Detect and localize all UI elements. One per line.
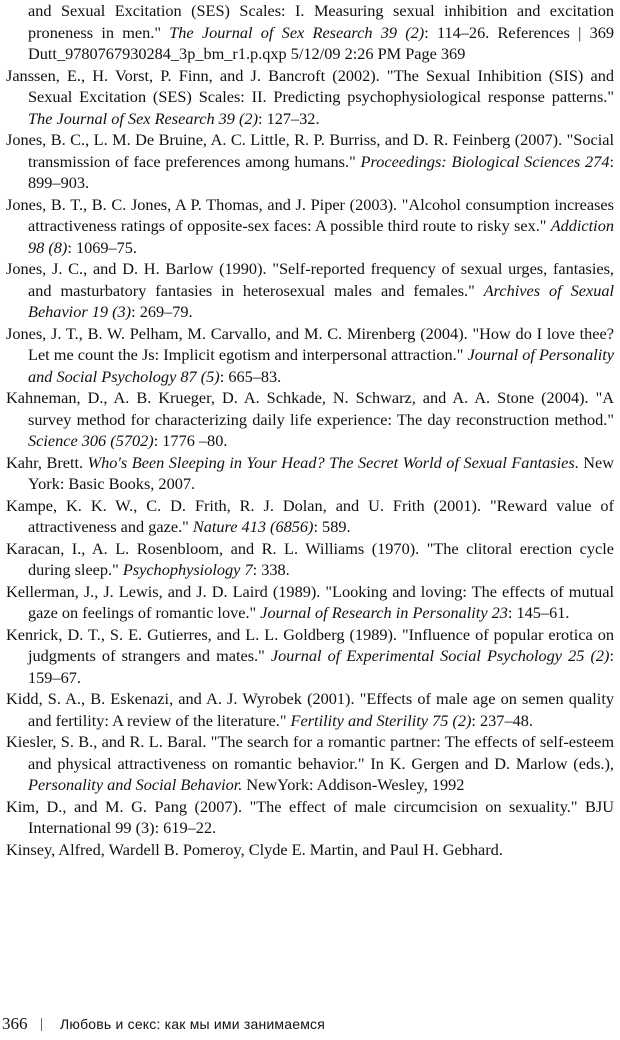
reference-text: . New York: Basic Books, 2007. (28, 452, 614, 493)
reference-text: : 1776 –80. (153, 431, 228, 450)
reference-text: Jones, B. C., L. M. De Bruine, A. C. Little, R. P. Burriss, and D. R. Feinberg (2007). "Social transmission of face preferences among humans." (6, 130, 614, 171)
reference-entry (6, 0, 614, 65)
reference-source-title: The Journal of Sex Research 39 (2) (169, 22, 425, 42)
reference-text: Kampe, K. K. W., C. D. Frith, R. J. Dolan, and U. Frith (2001). "Reward value of attractiveness and gaze." (6, 495, 614, 536)
reference-text: : 1069–75. (67, 237, 137, 257)
reference-text: : 589. (313, 517, 351, 536)
reference-text: : 127–32. (258, 108, 320, 128)
reference-text: Kahneman, D., A. B. Krueger, D. A. Schkade, N. Schwarz, and A. A. Stone (2004). "A survey method for characterizing daily life experience: The day reconstruction method." (6, 388, 614, 429)
reference-entry (6, 194, 614, 259)
reference-text: and Sexual Excitation (SES) Scales: I. Measuring sexual inhibition and excitation proneness in men." (28, 1, 614, 42)
reference-entry (6, 387, 614, 452)
reference-text: Kahr, Brett. (6, 452, 88, 472)
footer-separator: | (40, 1016, 44, 1032)
reference-text: : 114–26. References | 369 Dutt_9780767930284_3p_bm_r1.p.qxp 5/12/09 2:26 PM Page 369 (28, 22, 614, 63)
reference-entry (6, 796, 614, 839)
reference-text: : 338. (252, 560, 290, 579)
reference-source-title: Personality and Social Behavior. (28, 775, 243, 794)
reference-source-title: Psychophysiology 7 (122, 560, 253, 579)
reference-source-title: Addiction 98 (8) (28, 216, 614, 257)
reference-source-title: Fertility and Sterility 75 (2) (290, 710, 472, 730)
reference-source-title: Archives of Sexual Behavior 19 (3) (28, 280, 614, 321)
reference-text: : 159–67. (28, 646, 614, 687)
reference-text: Jones, B. T., B. C. Jones, A P. Thomas, and J. Piper (2003). "Alcohol consumption increases attractiveness ratings of opposite-sex faces: A possible third route to risky sex." (6, 194, 614, 235)
running-title: Любовь и секс: как мы ими занимаемся (60, 1016, 325, 1032)
reference-entry (6, 495, 614, 538)
reference-list (6, 0, 614, 860)
reference-text: : 665–83. (219, 366, 282, 386)
reference-source-title: The Journal of Sex Research 39 (2) (28, 108, 258, 128)
reference-text: Kinsey, Alfred, Wardell B. Pomeroy, Clyde E. Martin, and Paul H. Gebhard. (6, 839, 503, 859)
reference-entry (6, 258, 614, 323)
reference-text: Kellerman, J., J. Lewis, and J. D. Laird (1989). "Looking and loving: The effects of mutual gaze on feelings of romantic love." (6, 581, 614, 622)
reference-source-title: Nature 413 (6856) (192, 517, 314, 536)
reference-text: Janssen, E., H. Vorst, P. Finn, and J. Bancroft (2002). "The Sexual Inhibition (SIS) and Sexual Excitation (SES) Scales: II. Predicting psychophysiological response patterns." (6, 65, 614, 106)
page-footer (0, 1013, 620, 1035)
reference-entry (6, 731, 614, 796)
reference-entry (6, 538, 614, 581)
reference-text: Jones, J. T., B. W. Pelham, M. Carvallo, and M. C. Mirenberg (2004). "How do I love thee? Let me count the Js: Implicit egotism and interpersonal attraction." (6, 323, 614, 364)
reference-entry (6, 624, 614, 689)
reference-text: : 899–903. (28, 151, 614, 192)
reference-entry (6, 65, 614, 130)
reference-entry (6, 323, 614, 388)
reference-source-title: Journal of Research in Personality 23 (260, 603, 508, 622)
reference-source-title: Journal of Experimental Social Psychology 25 (2) (270, 646, 610, 665)
reference-entry (6, 839, 614, 861)
reference-source-title: Journal of Personality and Social Psychology 87 (5) (28, 345, 615, 386)
reference-text: Kiesler, S. B., and R. L. Baral. "The search for a romantic partner: The effects of self-esteem and physical attractiveness on romantic behavior." In K. Gergen and D. Marlow (eds.), (6, 732, 614, 773)
reference-text: NewYork: Addison-Wesley, 1992 (242, 775, 465, 794)
reference-text: Kim, D., and M. G. Pang (2007). "The effect of male circumcision on sexuality." BJU International 99 (3): 619–22. (6, 796, 614, 837)
reference-source-title: Who's Been Sleeping in Your Head? The Secret World of Sexual Fantasies (87, 452, 575, 472)
reference-source-title: Proceedings: Biological Sciences 274 (360, 151, 610, 171)
reference-entry (6, 129, 614, 194)
reference-entry (6, 581, 614, 624)
page-number: 366 (2, 1014, 28, 1033)
reference-text: Karacan, I., A. L. Rosenbloom, and R. L. Williams (1970). "The clitoral erection cycle during sleep." (6, 538, 614, 579)
reference-entry (6, 452, 614, 495)
reference-text: Kidd, S. A., B. Eskenazi, and A. J. Wyrobek (2001). "Effects of male age on semen quality and fertility: A review of the literature." (6, 689, 614, 730)
reference-text: : 237–48. (471, 710, 533, 730)
reference-text: Kenrick, D. T., S. E. Gutierres, and L. L. Goldberg (1989). "Influence of popular erotica on judgments of strangers and mates." (6, 624, 614, 665)
reference-source-title: Science 306 (5702) (28, 431, 154, 450)
reference-entry (6, 688, 614, 731)
reference-text: : 269–79. (131, 302, 193, 321)
reference-text: Jones, J. C., and D. H. Barlow (1990). "Self-reported frequency of sexual urges, fantasies, and masturbatory fantasies in heterosexual males and females." (6, 259, 614, 300)
reference-text: : 145–61. (507, 603, 570, 622)
